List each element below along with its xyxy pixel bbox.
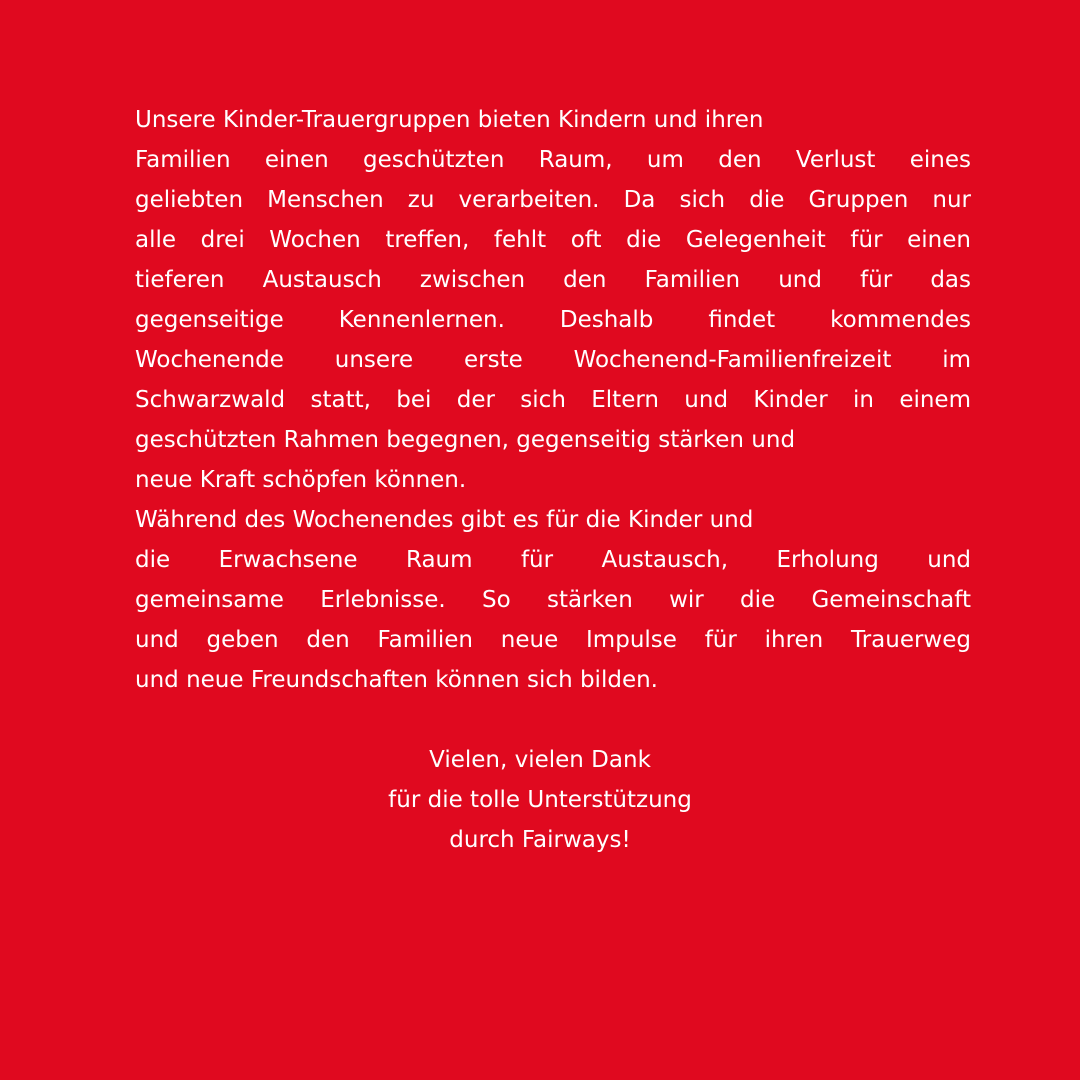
body-line: neue Kraft schöpfen können. <box>135 467 467 493</box>
thanks-line: für die tolle Unterstützung <box>388 787 692 813</box>
body-line: alle drei Wochen treffen, fehlt oft die Gelegenheit für einen <box>135 227 971 253</box>
body-line: die Erwachsene Raum für Austausch, Erholung und <box>135 547 971 573</box>
body-line: Wochenende unsere erste Wochenend-Familienfreizeit im <box>135 347 971 373</box>
body-line: Schwarzwald statt, bei der sich Eltern und Kinder in einem <box>135 387 971 413</box>
body-line: geschützten Rahmen begegnen, gegenseitig stärken und <box>135 427 796 453</box>
body-line: Während des Wochenendes gibt es für die Kinder und <box>135 507 754 533</box>
body-line: gegenseitige Kennenlernen. Deshalb findet kommendes <box>135 307 971 333</box>
body-line: geliebten Menschen zu verarbeiten. Da sich die Gruppen nur <box>135 187 971 213</box>
body-line: und geben den Familien neue Impulse für ihren Trauerweg <box>135 627 971 653</box>
body-line: Unsere Kinder-Trauergruppen bieten Kindern und ihren <box>135 107 764 133</box>
body-text <box>135 100 971 700</box>
thanks-line: Vielen, vielen Dank <box>429 747 651 773</box>
body-line: Familien einen geschützten Raum, um den Verlust eines <box>135 147 971 173</box>
body-line: und neue Freundschaften können sich bilden. <box>135 667 658 693</box>
thanks-line: durch Fairways! <box>449 827 631 853</box>
body-line: tieferen Austausch zwischen den Familien und für das <box>135 267 971 293</box>
thanks-message <box>0 740 1080 860</box>
body-line: gemeinsame Erlebnisse. So stärken wir die Gemeinschaft <box>135 587 971 613</box>
